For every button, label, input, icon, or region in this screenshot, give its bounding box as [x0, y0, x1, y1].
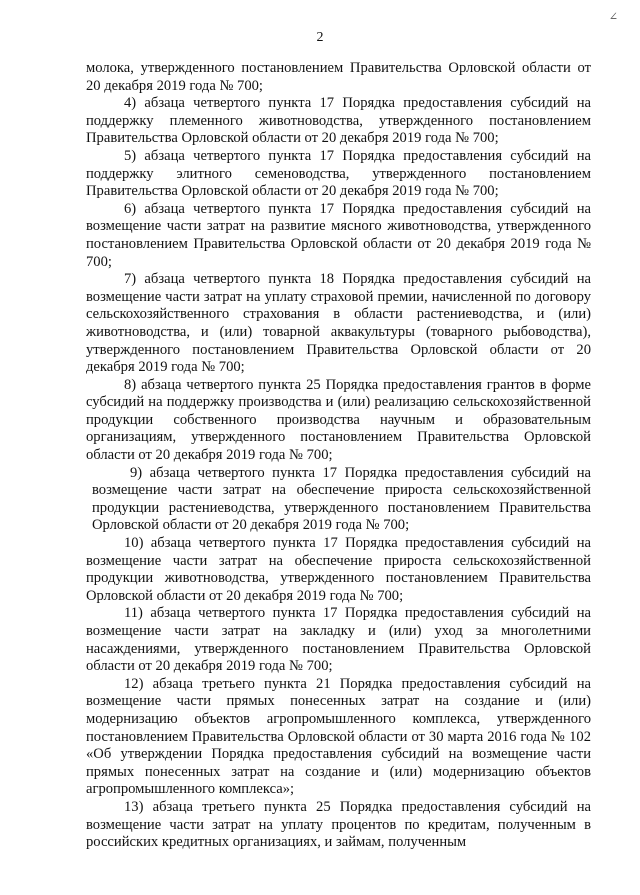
paragraph-item-6: 6) абзаца четвертого пункта 17 Порядка предоставления субсидий на возмещение части затрат на развитие мясного животноводства, утвержденного постановлением Правительства Орловской области от 20 декабря 2019 года № 700;: [86, 200, 591, 270]
paragraph-item-12: 12) абзаца третьего пункта 21 Порядка предоставления субсидий на возмещение части прямых понесенных затрат на создание и (или) модернизацию объектов агропромышленного комплекса, утвержденного постановлением Правительства Орловской области от 30 марта 2016 года № 102 «Об утверждении Порядка предоставления субсидий на возмещение части прямых понесенных затрат на создание и (или) модернизацию объектов агропромышленного комплекса»;: [86, 675, 591, 798]
paragraph-item-5: 5) абзаца четвертого пункта 17 Порядка предоставления субсидий на поддержку элитного семеноводства, утвержденного постановлением Правительства Орловской области от 20 декабря 2019 года № 700;: [86, 147, 591, 200]
paragraph-item-8: 8) абзаца четвертого пункта 25 Порядка предоставления грантов в форме субсидий на поддержку производства и (или) реализацию сельскохозяйственной продукции собственного производства научным и образовательным организациям, утвержденного постановлением Правительства Орловской области от 20 декабря 2019 года № 700;: [86, 376, 591, 464]
paragraph-item-4: 4) абзаца четвертого пункта 17 Порядка предоставления субсидий на поддержку племенного животноводства, утвержденного постановлением Правительства Орловской области от 20 декабря 2019 года № 700;: [86, 95, 591, 147]
paragraph-item-9: 9) абзаца четвертого пункта 17 Порядка предоставления субсидий на возмещение части затрат на обеспечение прироста сельскохозяйственной продукции растениеводства, утвержденного постановлением Правительства Орловской области от 20 декабря 2019 года № 700;: [92, 464, 591, 534]
paragraph-item-7: 7) абзаца четвертого пункта 18 Порядка предоставления субсидий на возмещение части затрат на уплату страховой премии, начисленной по договору сельскохозяйственного страхования в области растениеводства, и (или) животноводства, и (или) товарной аквакультуры (товарного рыбоводства), утвержденного постановлением Правительства Орловской области от 20 декабря 2019 года № 700;: [86, 271, 591, 376]
paragraph-continuation: молока, утвержденного постановлением Правительства Орловской области от 20 декабря 2019 года № 700;: [86, 60, 591, 94]
corner-mark: ∠: [608, 11, 618, 23]
page-number: 2: [316, 30, 324, 45]
paragraph-item-10: 10) абзаца четвертого пункта 17 Порядка предоставления субсидий на возмещение части затрат на обеспечение прироста сельскохозяйственной продукции животноводства, утвержденного постановлением Правительства Орловской области от 20 декабря 2019 года № 700;: [86, 535, 591, 604]
paragraph-item-13: 13) абзаца третьего пункта 25 Порядка предоставления субсидий на возмещение части затрат на уплату процентов по кредитам, полученным в российских кредитных организациях, и займам, полученным: [86, 798, 591, 851]
paragraph-item-11: 11) абзаца четвертого пункта 17 Порядка предоставления субсидий на возмещение части затрат на закладку и (или) уход за многолетними насаждениями, утвержденного постановлением Правительства Орловской области от 20 декабря 2019 года № 700;: [86, 605, 591, 675]
document-body: [86, 60, 591, 852]
